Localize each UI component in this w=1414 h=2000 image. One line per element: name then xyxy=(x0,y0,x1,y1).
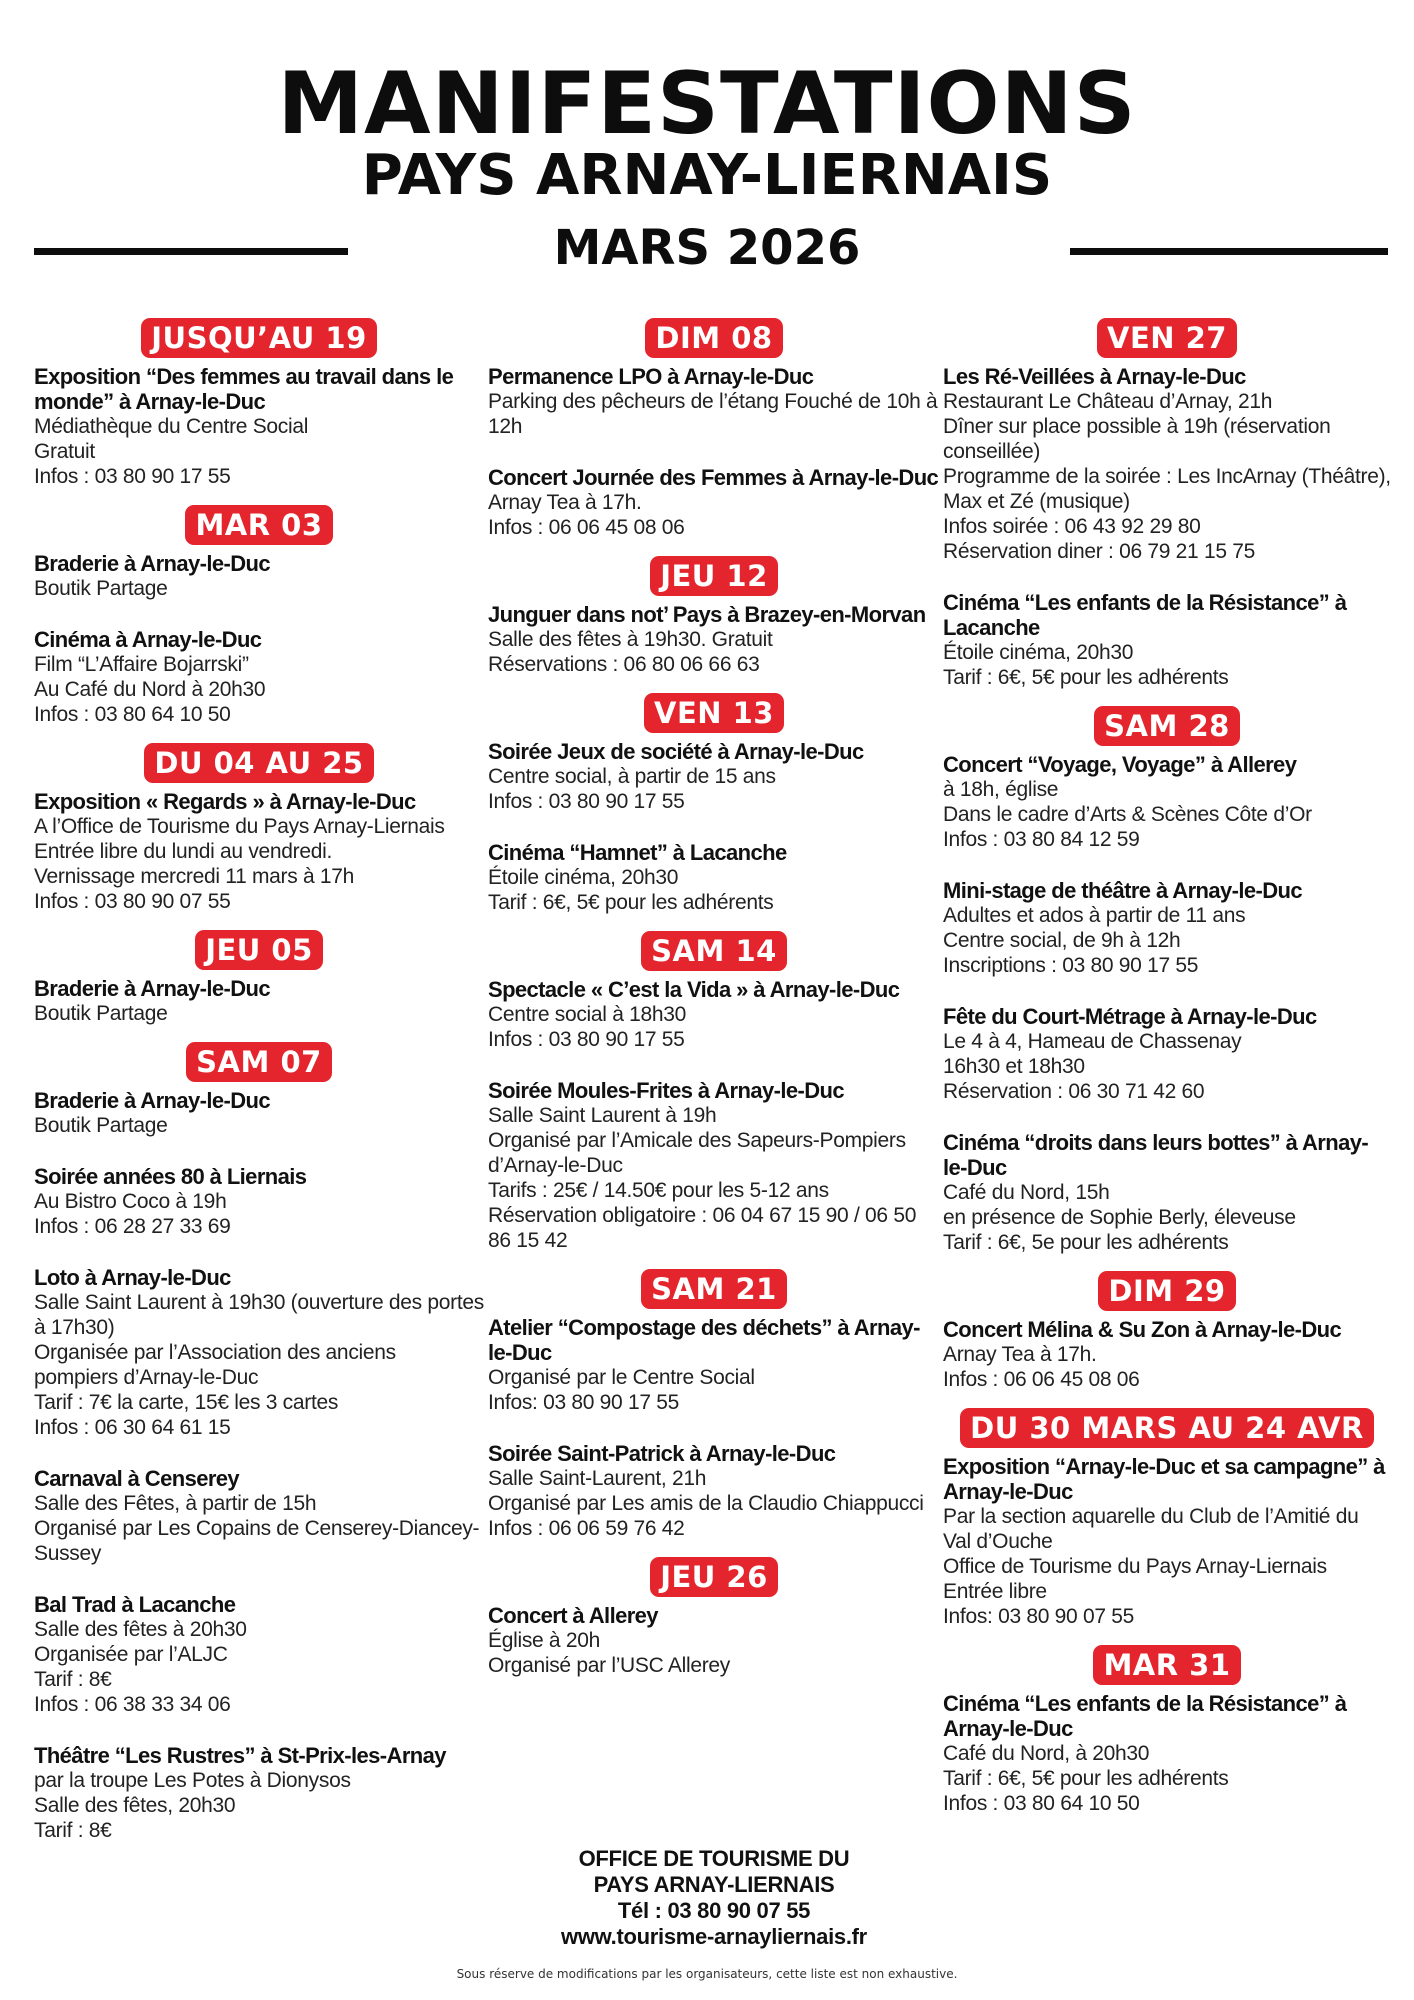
day-section xyxy=(488,931,940,1253)
event-detail: Vernissage mercredi 11 mars à 17h xyxy=(34,865,355,888)
event-detail: Dîner sur place possible à 19h (réservation conseillée) xyxy=(943,415,1331,463)
event-detail: Salle Saint-Laurent, 21h xyxy=(488,1467,707,1490)
date-badge: SAM 21 xyxy=(641,1269,787,1309)
day-section xyxy=(34,505,484,727)
date-badge-row xyxy=(943,1271,1391,1311)
date-badge-row xyxy=(488,693,940,733)
event-title: Cinéma “Les enfants de la Résistance” à Lacanche xyxy=(943,590,1347,640)
day-section xyxy=(488,556,940,677)
event-detail: Infos : 06 06 59 76 42 xyxy=(488,1517,685,1540)
event-title: Bal Trad à Lacanche xyxy=(34,1592,236,1617)
event-item xyxy=(488,1603,940,1678)
event-detail: Programme de la soirée : Les IncArnay (Théâtre), Max et Zé (musique) xyxy=(943,465,1391,513)
event-title: Braderie à Arnay-le-Duc xyxy=(34,551,271,576)
day-section xyxy=(943,706,1391,1255)
office-name-line-2: PAYS ARNAY-LIERNAIS xyxy=(593,1872,835,1897)
event-title: Exposition « Regards » à Arnay-le-Duc xyxy=(34,789,416,814)
event-item xyxy=(488,364,940,439)
event-title: Braderie à Arnay-le-Duc xyxy=(34,1088,271,1113)
event-detail: Infos : 03 80 90 07 55 xyxy=(34,890,231,913)
event-detail: Infos : 06 06 45 08 06 xyxy=(488,516,685,539)
event-detail: Au Café du Nord à 20h30 xyxy=(34,678,266,701)
date-badge: SAM 14 xyxy=(641,931,787,971)
event-item xyxy=(943,878,1391,978)
event-title: Soirée années 80 à Liernais xyxy=(34,1164,307,1189)
divider-right xyxy=(1070,248,1388,255)
date-badge: DIM 29 xyxy=(1098,1271,1235,1311)
event-detail: Entrée libre du lundi au vendredi. xyxy=(34,840,333,863)
event-detail: Réservation : 06 30 71 42 60 xyxy=(943,1080,1205,1103)
date-badge-row xyxy=(34,505,484,545)
event-title: Exposition “Des femmes au travail dans le monde” à Arnay-le-Duc xyxy=(34,364,454,414)
event-detail: Entrée libre xyxy=(943,1580,1047,1603)
event-detail: Café du Nord, à 20h30 xyxy=(943,1742,1150,1765)
event-detail: Infos soirée : 06 43 92 29 80 xyxy=(943,515,1201,538)
event-detail: Office de Tourisme du Pays Arnay-Liernais xyxy=(943,1555,1327,1578)
day-section xyxy=(34,743,484,914)
event-detail: Réservation obligatoire : 06 04 67 15 90 / 06 50 86 15 42 xyxy=(488,1204,917,1252)
event-detail: 16h30 et 18h30 xyxy=(943,1055,1085,1078)
events-column-2 xyxy=(488,318,940,1694)
event-title: Concert à Allerey xyxy=(488,1603,658,1628)
event-title: Cinéma “Les enfants de la Résistance” à Arnay-le-Duc xyxy=(943,1691,1347,1741)
event-item xyxy=(34,976,484,1026)
event-detail: Tarif : 6€, 5e pour les adhérents xyxy=(943,1231,1229,1254)
date-badge: JEU 05 xyxy=(195,930,323,970)
date-badge: VEN 13 xyxy=(644,693,784,733)
event-title: Mini-stage de théâtre à Arnay-le-Duc xyxy=(943,878,1303,903)
day-section xyxy=(488,1557,940,1678)
event-detail: Église à 20h xyxy=(488,1629,600,1652)
event-item xyxy=(488,1078,940,1253)
day-section xyxy=(34,318,484,489)
date-badge-row xyxy=(34,318,484,358)
date-badge: MAR 31 xyxy=(1093,1645,1240,1685)
event-detail: Boutik Partage xyxy=(34,577,168,600)
event-detail: Réservations : 06 80 06 66 63 xyxy=(488,653,760,676)
event-title: Cinéma “droits dans leurs bottes” à Arnay-le-Duc xyxy=(943,1130,1369,1180)
event-detail: Organisée par l’Association des anciens pompiers d’Arnay-le-Duc xyxy=(34,1341,396,1389)
event-title: Loto à Arnay-le-Duc xyxy=(34,1265,231,1290)
event-detail: Le 4 à 4, Hameau de Chassenay xyxy=(943,1030,1242,1053)
office-name-line-1: OFFICE DE TOURISME DU xyxy=(578,1846,850,1871)
office-phone: Tél : 03 80 90 07 55 xyxy=(617,1898,811,1923)
date-badge: MAR 03 xyxy=(185,505,332,545)
event-item xyxy=(943,1317,1391,1392)
event-item xyxy=(34,1265,484,1440)
event-detail: Tarif : 8€ xyxy=(34,1819,112,1842)
date-badge: SAM 28 xyxy=(1094,706,1240,746)
date-badge: SAM 07 xyxy=(186,1042,332,1082)
date-badge-row xyxy=(34,1042,484,1082)
event-item xyxy=(943,1004,1391,1104)
event-detail: Au Bistro Coco à 19h xyxy=(34,1190,227,1213)
event-detail: Centre social à 18h30 xyxy=(488,1003,686,1026)
event-detail: Film “L’Affaire Bojarrski” xyxy=(34,653,249,676)
tourism-office-contact xyxy=(488,1846,940,1950)
event-detail: Étoile cinéma, 20h30 xyxy=(488,866,679,889)
day-section xyxy=(488,693,940,915)
month-heading: MARS 2026 xyxy=(553,220,861,276)
event-detail: Infos : 03 80 90 17 55 xyxy=(488,1028,685,1051)
event-title: Cinéma à Arnay-le-Duc xyxy=(34,627,262,652)
event-item xyxy=(34,1164,484,1239)
office-website-link[interactable]: www.tourisme-arnayliernais.fr xyxy=(561,1924,867,1949)
event-detail: à 18h, église xyxy=(943,778,1059,801)
month-row xyxy=(0,220,1414,280)
event-item xyxy=(34,364,484,489)
event-item xyxy=(488,1315,940,1415)
date-badge-row xyxy=(488,931,940,971)
date-badge: JUSQU’AU 19 xyxy=(141,318,377,358)
event-detail: Arnay Tea à 17h. xyxy=(488,491,642,514)
event-detail: Salle des fêtes, 20h30 xyxy=(34,1794,236,1817)
event-detail: Infos : 03 80 64 10 50 xyxy=(34,703,231,726)
event-detail: Tarif : 6€, 5€ pour les adhérents xyxy=(943,666,1229,689)
day-section xyxy=(943,318,1391,690)
event-detail: Infos : 03 80 64 10 50 xyxy=(943,1792,1140,1815)
event-detail: Café du Nord, 15h xyxy=(943,1181,1110,1204)
event-title: Concert “Voyage, Voyage” à Allerey xyxy=(943,752,1297,777)
event-detail: Adultes et ados à partir de 11 ans xyxy=(943,904,1246,927)
date-badge: DIM 08 xyxy=(645,318,782,358)
event-detail: Gratuit xyxy=(34,440,95,463)
date-badge-row xyxy=(488,556,940,596)
event-detail: Infos : 06 28 27 33 69 xyxy=(34,1215,231,1238)
event-detail: Salle Saint Laurent à 19h xyxy=(488,1104,717,1127)
event-title: Carnaval à Censerey xyxy=(34,1466,240,1491)
event-item xyxy=(34,1088,484,1138)
event-item xyxy=(943,752,1391,852)
event-detail: Organisé par le Centre Social xyxy=(488,1366,755,1389)
event-detail: Restaurant Le Château d’Arnay, 21h xyxy=(943,390,1273,413)
event-detail: Inscriptions : 03 80 90 17 55 xyxy=(943,954,1199,977)
date-badge: JEU 12 xyxy=(650,556,778,596)
event-title: Soirée Moules-Frites à Arnay-le-Duc xyxy=(488,1078,844,1103)
event-title: Cinéma “Hamnet” à Lacanche xyxy=(488,840,787,865)
event-item xyxy=(34,627,484,727)
event-detail: Salle des fêtes à 20h30 xyxy=(34,1618,247,1641)
event-detail: Centre social, à partir de 15 ans xyxy=(488,765,776,788)
event-item xyxy=(34,1466,484,1566)
event-item xyxy=(943,1691,1391,1816)
event-detail: Infos : 06 06 45 08 06 xyxy=(943,1368,1140,1391)
event-title: Théâtre “Les Rustres” à St-Prix-les-Arnay xyxy=(34,1743,446,1768)
event-title: Soirée Jeux de société à Arnay-le-Duc xyxy=(488,739,864,764)
event-detail: Salle des Fêtes, à partir de 15h xyxy=(34,1492,317,1515)
page-subtitle: PAYS ARNAY-LIERNAIS xyxy=(361,143,1053,208)
date-badge-row xyxy=(488,1269,940,1309)
event-detail: Dans le cadre d’Arts & Scènes Côte d’Or xyxy=(943,803,1312,826)
day-section xyxy=(943,1408,1391,1629)
event-detail: Étoile cinéma, 20h30 xyxy=(943,641,1134,664)
event-title: Les Ré-Veillées à Arnay-le-Duc xyxy=(943,364,1246,389)
event-title: Junguer dans not’ Pays à Brazey-en-Morvan xyxy=(488,602,926,627)
event-title: Exposition “Arnay-le-Duc et sa campagne” à Arnay-le-Duc xyxy=(943,1454,1385,1504)
event-detail: Tarifs : 25€ / 14.50€ pour les 5-12 ans xyxy=(488,1179,829,1202)
event-item xyxy=(34,1743,484,1843)
events-column-1 xyxy=(34,318,484,1859)
event-detail: en présence de Sophie Berly, éleveuse xyxy=(943,1206,1296,1229)
event-detail: Salle Saint Laurent à 19h30 (ouverture des portes à 17h30) xyxy=(34,1291,484,1339)
event-detail: Réservation diner : 06 79 21 15 75 xyxy=(943,540,1256,563)
event-item xyxy=(34,789,484,914)
date-badge: DU 30 MARS AU 24 AVR xyxy=(960,1408,1374,1448)
events-column-3 xyxy=(943,318,1391,1832)
day-section xyxy=(488,318,940,540)
event-detail: Arnay Tea à 17h. xyxy=(943,1343,1097,1366)
date-badge: DU 04 AU 25 xyxy=(144,743,373,783)
event-detail: Infos : 03 80 84 12 59 xyxy=(943,828,1140,851)
date-badge: JEU 26 xyxy=(650,1557,778,1597)
event-detail: Salle des fêtes à 19h30. Gratuit xyxy=(488,628,773,651)
event-detail: Infos: 03 80 90 17 55 xyxy=(488,1391,680,1414)
event-item xyxy=(943,1454,1391,1629)
disclaimer: Sous réserve de modifications par les organisateurs, cette liste est non exhaustive. xyxy=(456,1967,958,1981)
event-detail: Organisé par l’Amicale des Sapeurs-Pompiers d’Arnay-le-Duc xyxy=(488,1129,906,1177)
page-title: MANIFESTATIONS xyxy=(277,54,1137,154)
event-item xyxy=(943,364,1391,564)
event-item xyxy=(488,602,940,677)
event-detail: Organisée par l’ALJC xyxy=(34,1643,228,1666)
date-badge-row xyxy=(488,1557,940,1597)
event-item xyxy=(943,1130,1391,1255)
event-item xyxy=(488,977,940,1052)
date-badge-row xyxy=(943,1645,1391,1685)
event-detail: Centre social, de 9h à 12h xyxy=(943,929,1181,952)
date-badge-row xyxy=(488,318,940,358)
event-item xyxy=(488,739,940,814)
event-title: Concert Journée des Femmes à Arnay-le-Duc xyxy=(488,465,939,490)
event-detail: Infos: 03 80 90 07 55 xyxy=(943,1605,1135,1628)
event-detail: Organisé par Les Copains de Censerey-Diancey-Sussey xyxy=(34,1517,480,1565)
event-title: Braderie à Arnay-le-Duc xyxy=(34,976,271,1001)
day-section xyxy=(488,1269,940,1541)
day-section xyxy=(34,930,484,1026)
date-badge-row xyxy=(34,743,484,783)
event-title: Fête du Court-Métrage à Arnay-le-Duc xyxy=(943,1004,1317,1029)
event-title: Atelier “Compostage des déchets” à Arnay-le-Duc xyxy=(488,1315,920,1365)
event-detail: Tarif : 6€, 5€ pour les adhérents xyxy=(943,1767,1229,1790)
date-badge: VEN 27 xyxy=(1097,318,1237,358)
event-detail: Tarif : 7€ la carte, 15€ les 3 cartes xyxy=(34,1391,339,1414)
event-item xyxy=(34,1592,484,1717)
date-badge-row xyxy=(943,706,1391,746)
event-item xyxy=(488,840,940,915)
day-section xyxy=(943,1271,1391,1392)
event-title: Spectacle « C’est la Vida » à Arnay-le-Duc xyxy=(488,977,900,1002)
event-detail: Parking des pêcheurs de l’étang Fouché de 10h à 12h xyxy=(488,390,938,438)
event-detail: Boutik Partage xyxy=(34,1002,168,1025)
event-detail: A l’Office de Tourisme du Pays Arnay-Liernais xyxy=(34,815,445,838)
event-detail: Organisé par l’USC Allerey xyxy=(488,1654,730,1677)
event-detail: Tarif : 8€ xyxy=(34,1668,112,1691)
event-detail: Médiathèque du Centre Social xyxy=(34,415,309,438)
date-badge-row xyxy=(943,318,1391,358)
event-detail: Tarif : 6€, 5€ pour les adhérents xyxy=(488,891,774,914)
page-header xyxy=(0,0,1414,300)
date-badge-row xyxy=(34,930,484,970)
event-detail: Infos : 06 38 33 34 06 xyxy=(34,1693,231,1716)
event-item xyxy=(488,1441,940,1541)
event-detail: Infos : 06 30 64 61 15 xyxy=(34,1416,231,1439)
event-title: Concert Mélina & Su Zon à Arnay-le-Duc xyxy=(943,1317,1342,1342)
event-detail: Boutik Partage xyxy=(34,1114,168,1137)
event-item xyxy=(488,465,940,540)
event-detail: Par la section aquarelle du Club de l’Amitié du Val d’Ouche xyxy=(943,1505,1359,1553)
event-detail: Infos : 03 80 90 17 55 xyxy=(34,465,231,488)
date-badge-row xyxy=(943,1408,1391,1448)
day-section xyxy=(34,1042,484,1843)
event-detail: Infos : 03 80 90 17 55 xyxy=(488,790,685,813)
day-section xyxy=(943,1645,1391,1816)
event-item xyxy=(943,590,1391,690)
event-title: Soirée Saint-Patrick à Arnay-le-Duc xyxy=(488,1441,836,1466)
event-item xyxy=(34,551,484,601)
event-detail: Organisé par Les amis de la Claudio Chiappucci xyxy=(488,1492,924,1515)
event-title: Permanence LPO à Arnay-le-Duc xyxy=(488,364,814,389)
event-detail: par la troupe Les Potes à Dionysos xyxy=(34,1769,351,1792)
